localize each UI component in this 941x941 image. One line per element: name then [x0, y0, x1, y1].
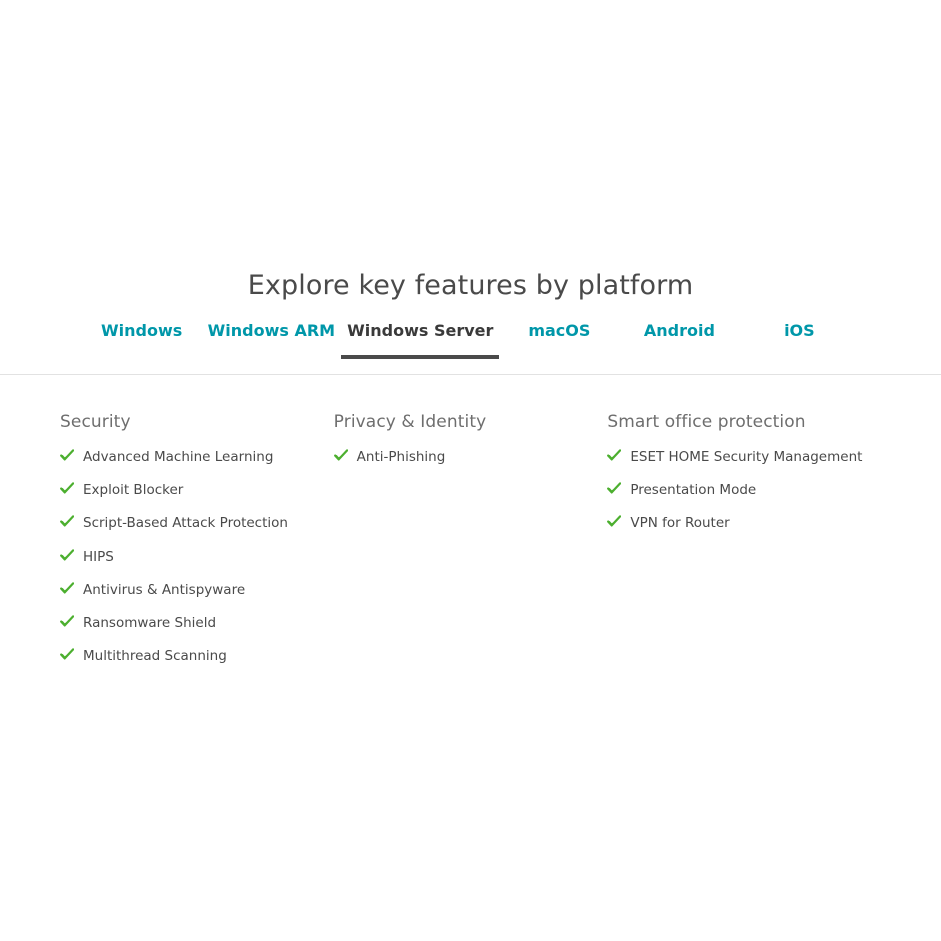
list-item	[60, 514, 316, 532]
list-item	[60, 581, 316, 599]
feature-label: Anti-Phishing	[356, 449, 446, 465]
check-icon	[60, 449, 74, 463]
feature-label: Advanced Machine Learning	[83, 449, 274, 465]
tabs-divider	[0, 374, 941, 375]
list-item	[607, 481, 863, 499]
list-item	[334, 448, 590, 466]
feature-label: Script-Based Attack Protection	[83, 515, 288, 532]
feature-column-title: Privacy & Identity	[333, 412, 487, 432]
check-icon	[60, 648, 74, 662]
list-item	[607, 448, 863, 466]
feature-label: Multithread Scanning	[83, 648, 227, 665]
tab-macos[interactable]: macOS	[499, 312, 619, 355]
feature-label: HIPS	[83, 548, 114, 565]
feature-label: VPN for Router	[630, 515, 730, 532]
list-item	[60, 481, 316, 499]
check-icon	[60, 615, 74, 629]
tab-windows[interactable]: Windows	[82, 312, 202, 355]
feature-list	[60, 448, 316, 666]
check-icon	[60, 582, 74, 596]
tab-windows-arm[interactable]: Windows ARM	[202, 312, 341, 355]
check-icon	[607, 449, 621, 463]
check-icon	[607, 515, 621, 529]
list-item	[60, 448, 316, 466]
tab-windows-server[interactable]: Windows Server	[341, 312, 499, 355]
platform-tabs[interactable]	[0, 312, 941, 374]
check-icon	[607, 482, 621, 496]
page-title: Explore key features by platform	[247, 270, 694, 302]
feature-column-title: Smart office protection	[607, 412, 806, 432]
tab-ios[interactable]: iOS	[739, 312, 859, 355]
feature-columns	[0, 412, 941, 681]
list-item	[60, 647, 316, 665]
feature-label: Exploit Blocker	[83, 482, 184, 499]
feature-column	[607, 412, 881, 681]
list-item	[60, 548, 316, 566]
feature-label: Ransomware Shield	[83, 615, 217, 632]
feature-column	[60, 412, 334, 681]
feature-list	[607, 448, 863, 533]
check-icon	[334, 449, 348, 463]
feature-column	[334, 412, 608, 681]
list-item	[607, 514, 863, 532]
feature-label: Presentation Mode	[630, 482, 757, 499]
tab-android[interactable]: Android	[619, 312, 739, 355]
check-icon	[60, 515, 74, 529]
feature-column-title: Security	[60, 412, 131, 432]
check-icon	[60, 482, 74, 496]
feature-list	[334, 448, 590, 466]
feature-label: ESET HOME Security Management	[630, 449, 863, 465]
feature-label: Antivirus & Antispyware	[83, 581, 246, 598]
list-item	[60, 614, 316, 632]
check-icon	[60, 549, 74, 563]
